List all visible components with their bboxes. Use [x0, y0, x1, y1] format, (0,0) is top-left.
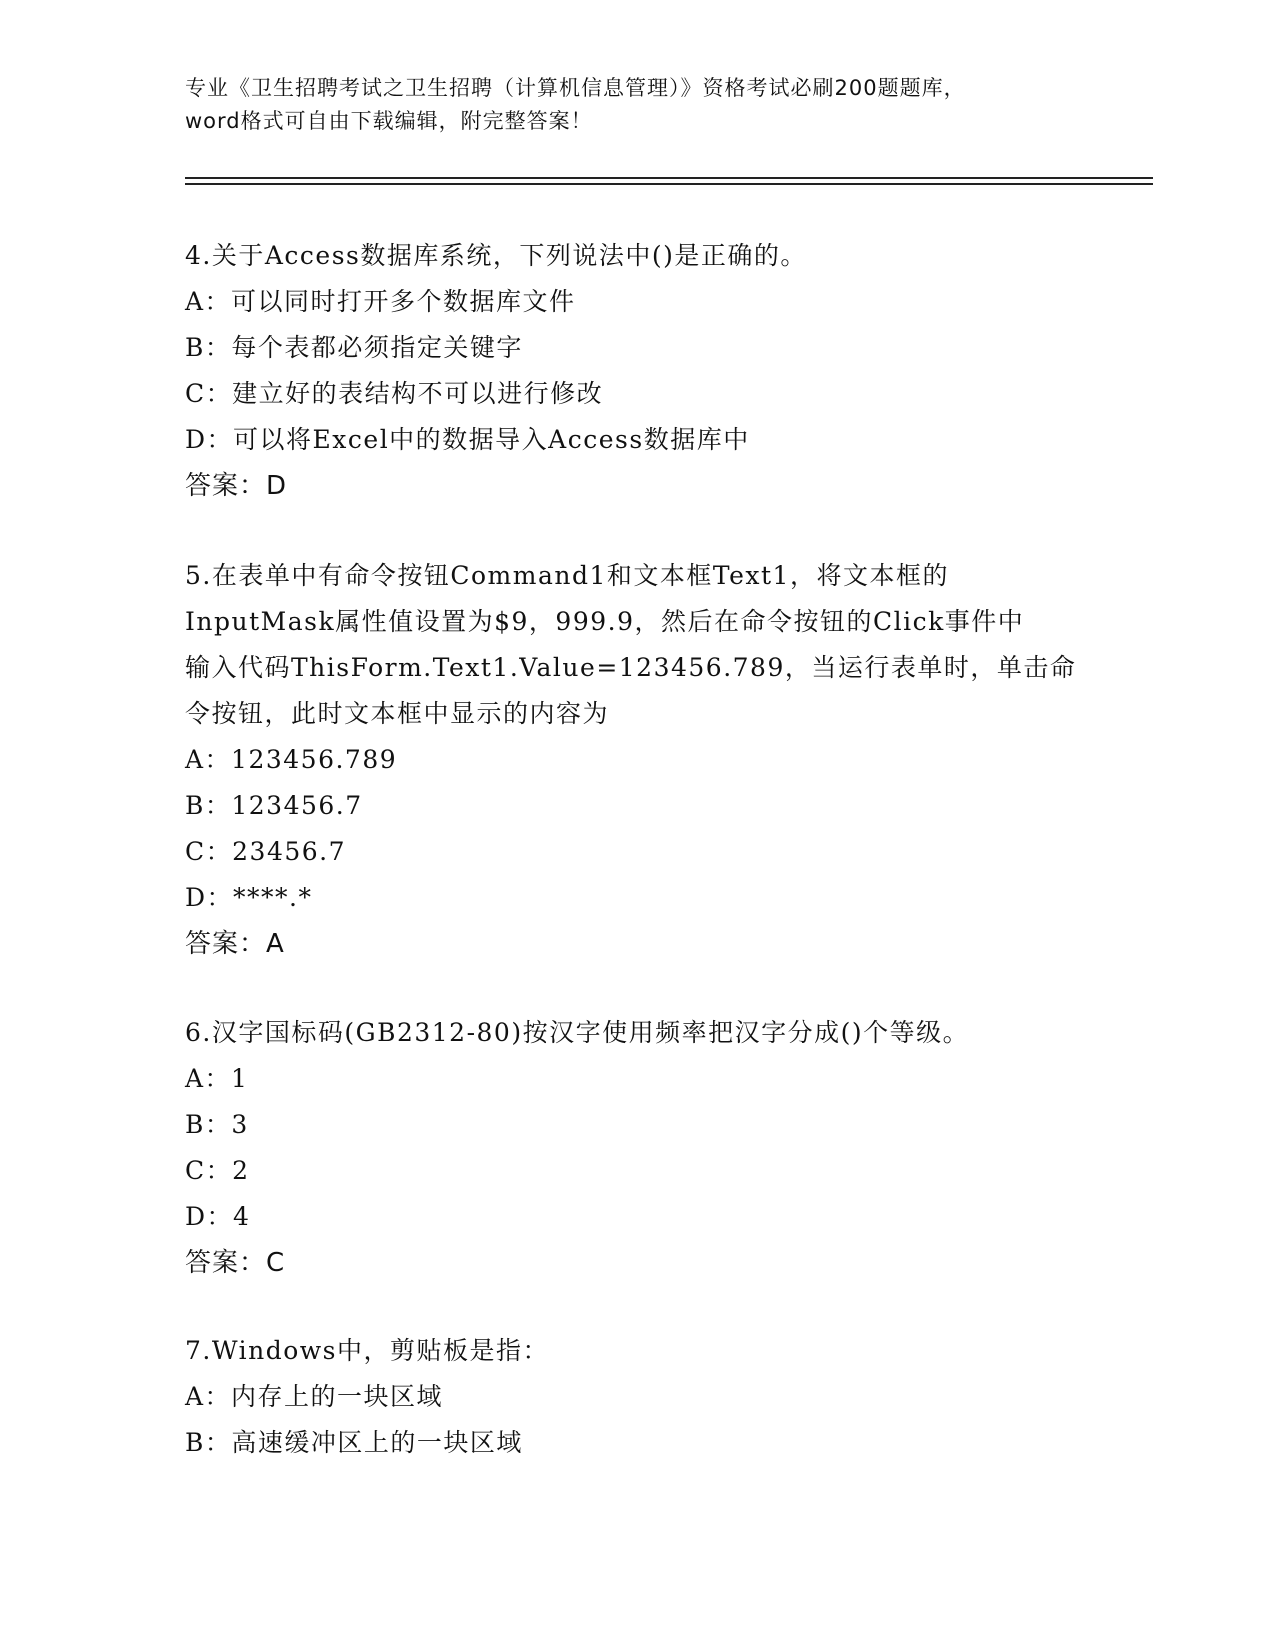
- option-c: C：建立好的表结构不可以进行修改: [185, 379, 604, 408]
- question-4: [185, 233, 1085, 509]
- option-b: B：123456.7: [185, 791, 363, 820]
- question-stem: 6.汉字国标码(GB2312-80)按汉字使用频率把汉字分成()个等级。: [185, 1018, 970, 1047]
- option-c: C：23456.7: [185, 837, 347, 866]
- option-a: A：内存上的一块区域: [185, 1382, 444, 1411]
- answer-label: 答案：D: [185, 471, 288, 501]
- option-b: B：每个表都必须指定关键字: [185, 333, 523, 362]
- answer-label: 答案：C: [185, 1248, 286, 1278]
- question-7: [185, 1328, 1085, 1466]
- option-d: D：****.*: [185, 883, 313, 912]
- answer-label: 答案：A: [185, 929, 285, 959]
- question-stem-line-2: InputMask属性值设置为$9，999.9，然后在命令按钮的Click事件中: [185, 607, 1025, 636]
- header-title-line-1: 专业《卫生招聘考试之卫生招聘（计算机信息管理）》资格考试必刷200题题库，: [185, 76, 966, 100]
- option-a: A：1: [185, 1064, 249, 1093]
- header-title-line-2: word格式可自由下载编辑，附完整答案！: [185, 109, 593, 133]
- option-a: A：可以同时打开多个数据库文件: [185, 287, 576, 316]
- question-6: [185, 1010, 1085, 1286]
- question-stem-line-4: 令按钮，此时文本框中显示的内容为: [185, 699, 610, 728]
- option-c: C：2: [185, 1156, 250, 1185]
- header-divider-bottom: [185, 183, 1153, 185]
- option-a: A：123456.789: [185, 745, 398, 774]
- option-b: B：高速缓冲区上的一块区域: [185, 1428, 523, 1457]
- option-b: B：3: [185, 1110, 249, 1139]
- header-divider-top: [185, 177, 1153, 179]
- question-5: [185, 553, 1085, 967]
- option-d: D：可以将Excel中的数据导入Access数据库中: [185, 425, 750, 454]
- question-stem: 4.关于Access数据库系统，下列说法中()是正确的。: [185, 241, 807, 270]
- question-stem: 7.Windows中，剪贴板是指：: [185, 1336, 549, 1365]
- question-stem-line-1: 5.在表单中有命令按钮Command1和文本框Text1，将文本框的: [185, 561, 949, 590]
- option-d: D：4: [185, 1202, 251, 1231]
- question-stem-line-3: 输入代码ThisForm.Text1.Value=123456.789，当运行表单时，单击命: [185, 653, 1077, 682]
- document-header: [185, 72, 1085, 138]
